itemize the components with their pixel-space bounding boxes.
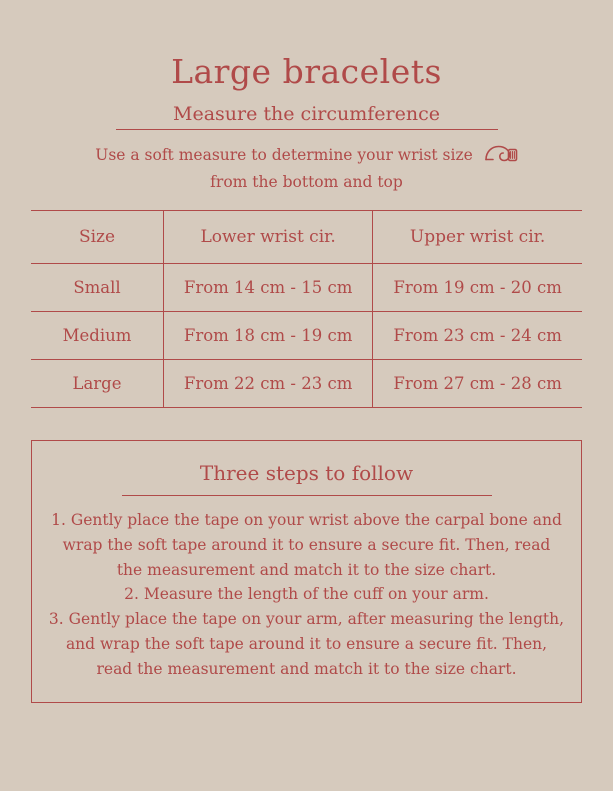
cell-lower: From 14 cm - 15 cm [164, 263, 373, 311]
list-item: 2. Measure the length of the cuff on your arm. [124, 585, 489, 604]
column-header-lower-wrist: Lower wrist cir. [164, 210, 373, 263]
cell-upper: From 23 cm - 24 cm [373, 311, 582, 359]
page-subtitle: Measure the circumference [116, 103, 498, 130]
instruction-line-1: Use a soft measure to determine your wrist size [95, 146, 473, 164]
size-chart-table [31, 210, 582, 408]
size-chart-body [31, 263, 582, 407]
cell-upper: From 19 cm - 20 cm [373, 263, 582, 311]
table-row [31, 359, 582, 407]
cell-size: Small [31, 263, 164, 311]
table-row [31, 311, 582, 359]
column-header-upper-wrist: Upper wrist cir. [373, 210, 582, 263]
measuring-tape-icon [484, 143, 518, 171]
instruction-line-2: from the bottom and top [210, 173, 403, 192]
table-header-row [31, 210, 582, 263]
steps-panel [31, 440, 582, 703]
cell-size: Medium [31, 311, 164, 359]
column-header-size: Size [31, 210, 164, 263]
cell-lower: From 18 cm - 19 cm [164, 311, 373, 359]
cell-upper: From 27 cm - 28 cm [373, 359, 582, 407]
table-row [31, 263, 582, 311]
cell-size: Large [31, 359, 164, 407]
list-item: 3. Gently place the tape on your arm, after measuring the length, and wrap the soft tape around it to ensure a secure fit. Then, read the measurement and match it to the size chart. [48, 610, 565, 678]
instruction-text [67, 143, 547, 194]
steps-title: Three steps to follow [199, 460, 414, 485]
size-chart-header [31, 210, 582, 263]
steps-list [48, 508, 565, 682]
steps-divider [122, 495, 492, 496]
subtitle-container [31, 103, 582, 130]
list-item: 1. Gently place the tape on your wrist above the carpal bone and wrap the soft tape around it to ensure a secure fit. Then, read the measurement and match it to the size chart. [51, 510, 562, 579]
cell-lower: From 22 cm - 23 cm [164, 359, 373, 407]
page-title: Large bracelets [171, 52, 442, 91]
